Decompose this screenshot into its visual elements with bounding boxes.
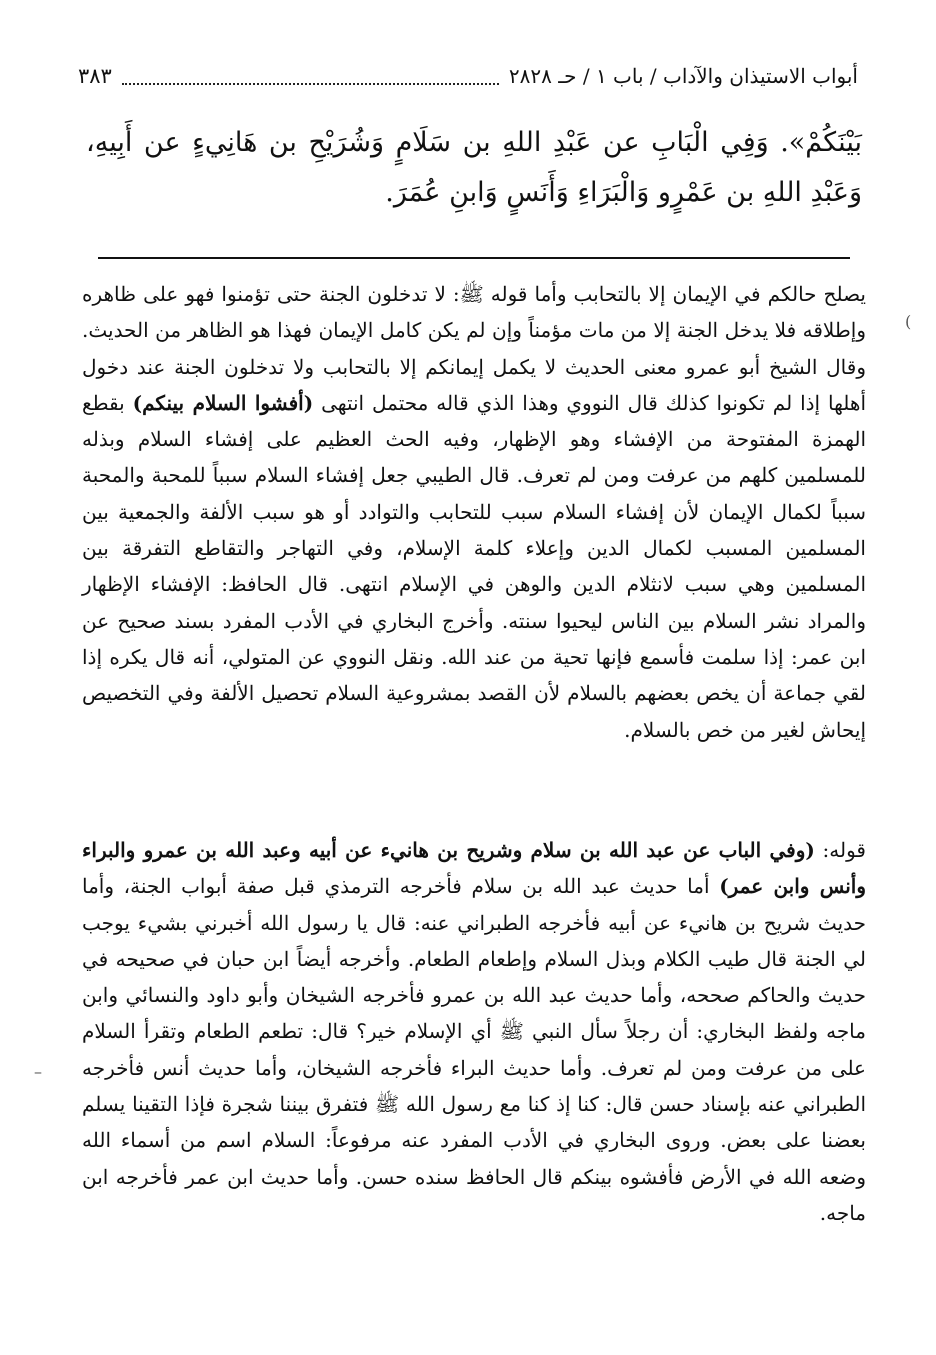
commentary-block-1 xyxy=(82,276,866,748)
commentary-paragraph-2 xyxy=(82,832,866,1231)
hadith-text: بَيْنَكُمْ». وَفِي الْبَابِ عن عَبْدِ اللهِ بن سَلَامٍ وَشُرَيْحِ بن هَانِيءٍ عن أَبِيهِ، وَعَبْدِ اللهِ بن عَمْرٍو وَالْبَرَاءِ وَأَنَسٍ وَابنِ عُمَرَ. xyxy=(86,127,862,208)
commentary-1-text-a: يصلح حالكم في الإيمان إلا بالتحابب وأما قوله ﷺ: لا تدخلون الجنة حتى تؤمنوا فهو على ظاهره وإطلاقه فلا يدخل الجنة إلا من مات مؤمناً وإن لم يكن كامل الإيمان فهذا هو الظاهر من الحديث. وقال الشيخ أبو عمرو معنى الحديث لا يكمل إيمانكم إلا بالتحابب ولا تدخلون الجنة عند دخول أهلها إذا لم تكونوا كذلك قال النووي وهذا الذي قاله محتمل انتهى xyxy=(82,282,867,415)
commentary-1-text-b: بقطع الهمزة المفتوحة من الإفشاء وهو الإظهار، وفيه الحث العظيم على إفشاء السلام وبذله للمسلمين كلهم من عرفت ومن لم تعرف. قال الطيبي جعل إفشاء السلام سبباً للمحبة والمحبة سبباً لكمال الإيمان لأن إفشاء السلام سبب للتحابب والتوادد أو هو سبب الألفة والجمعية بين المسلمين المسبب لكمال الدين وإعلاء كلمة الإسلام، وفي التهاجر والتقاطع التفرقة بين المسلمين وهي سبب لانثلام الدين والوهن في الإسلام انتهى. قال الحافظ: الإفشاء الإظهار والمراد نشر السلام بين الناس ليحيوا سنته. وأخرج البخاري في الأدب المفرد بسند صحيح عن ابن عمر: إذا سلمت فأسمع فإنها تحية من عند الله. ونقل النووي عن المتولي، أنه قال يكره إذا لقي جماعة أن يخص بعضهم بالسلام لأن القصد بمشروعية السلام تحصيل الألفة وفي التخصيص إيحاش لغير من خص بالسلام. xyxy=(82,390,866,742)
commentary-2-lead: قوله: xyxy=(822,838,866,862)
commentary-2-text: أما حديث عبد الله بن سلام فأخرجه الترمذي قبل صفة أبواب الجنة، وأما حديث شريح بن هانيء عن أبيه فأخرجه الطبراني عنه: قال يا رسول الله أخبرني بشيء يوجب لي الجنة قال طيب الكلام وبذل السلام وإطعام الطعام. وأخرجه أيضاً ابن حبان في صحيحه في حديث والحاكم صححه، وأما حديث عبد الله بن عمرو فأخرجه الشيخان وأبو داود والنسائي وابن ماجه ولفظ البخاري: أن رجلاً سأل النبي ﷺ أي الإسلام خير؟ قال: تطعم الطعام وتقرأ السلام على من عرفت ومن لم تعرف. وأما حديث البراء فأخرجه الشيخان، وأما حديث أنس فأخرجه الطبراني عنه بإسناد حسن قال: كنا إذ كنا مع رسول الله ﷺ فتفرق بيننا شجرة فإذا التقينا يسلم بعضنا على بعض. وروى البخاري في الأدب المفرد عنه مرفوعاً: السلام اسم من أسماء الله وضعه الله في الأرض فأفشوه بينكم قال الحافظ سنده حسن. وأما حديث ابن عمر فأخرجه ابن ماجه. xyxy=(82,874,866,1225)
commentary-1-bold-quote: (أفشوا السلام بينكم) xyxy=(132,390,314,415)
header-title: أبواب الاستيذان والآداب / باب ١ / حـ ٢٨٢٨ xyxy=(508,64,858,88)
commentary-block-2 xyxy=(82,832,866,1231)
page-number: ٣٨٣ xyxy=(78,64,112,88)
commentary-paragraph-1 xyxy=(82,276,866,748)
running-header xyxy=(78,58,858,94)
footnote-divider xyxy=(98,257,850,259)
margin-mark: – xyxy=(34,1062,42,1081)
margin-mark: ( xyxy=(905,312,912,331)
header-dot-leader xyxy=(122,83,499,85)
commentary-2-bold-quote: (وفي الباب عن عبد الله بن سلام وشريح بن هانيء عن أبيه وعبد الله بن عمرو والبراء وأنس وابن عمر) xyxy=(82,838,866,899)
